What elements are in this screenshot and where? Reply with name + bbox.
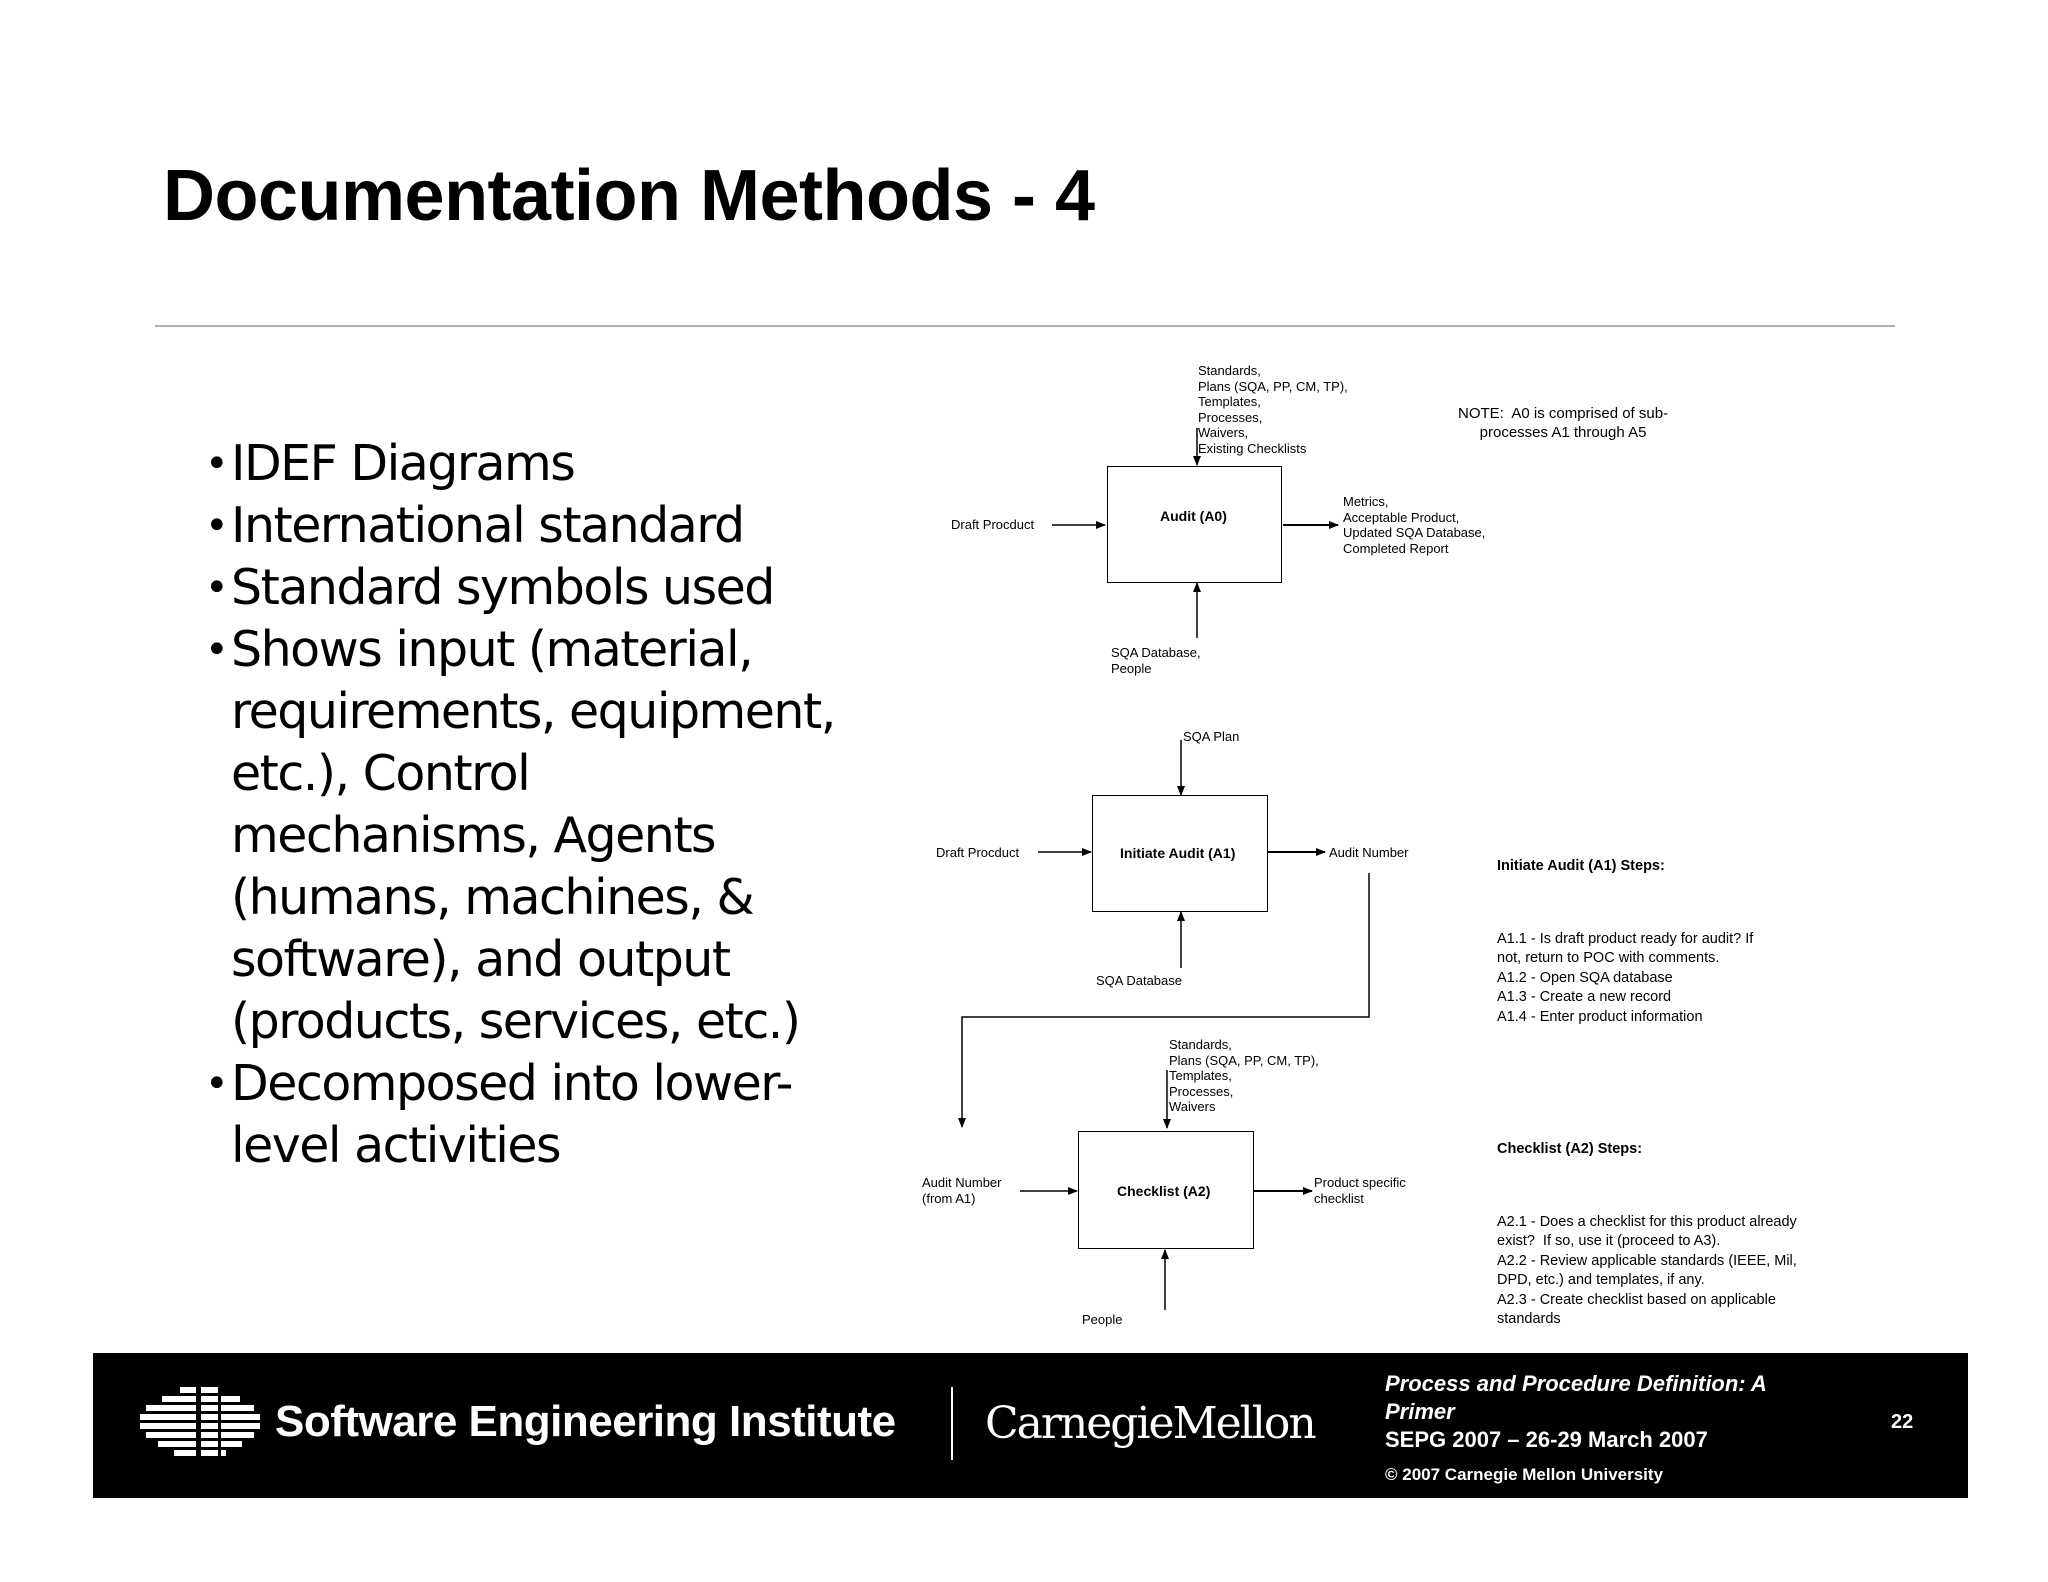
presentation-title: Process and Procedure Definition: A Primer (1385, 1371, 1767, 1424)
a0-activity-box (1107, 466, 1282, 583)
bullet-item: • Shows input (material, requirements, equipment, etc.), Control mechanisms, Agents (humans, machines, & software), and output (products, services, etc.) (205, 621, 835, 1050)
a2-steps (1497, 1101, 1797, 1349)
a2-box-label: Checklist (A2) (1117, 1183, 1211, 1199)
a0-note: NOTE: A0 is comprised of sub- processes A1 through A5 (1458, 405, 1669, 441)
title-divider (155, 325, 1895, 327)
a1-input-label: Draft Procduct (936, 845, 1020, 860)
a1-output-label: Audit Number (1329, 845, 1409, 860)
bullet-icon: • (205, 503, 228, 549)
a0-output-label: Metrics, Acceptable Product, Updated SQA Database, Completed Report (1343, 494, 1486, 556)
bullet-icon: • (205, 627, 228, 673)
a1-steps (1497, 818, 1753, 1047)
a1-mechanism-label: SQA Database (1096, 973, 1182, 988)
event-info: SEPG 2007 – 26-29 March 2007 (1385, 1427, 1708, 1452)
bullet-icon: • (205, 1061, 228, 1107)
bullet-icon: • (205, 441, 228, 487)
footer-divider (951, 1387, 953, 1460)
a2-mechanism-label: People (1082, 1312, 1123, 1327)
a2-control-label: Standards, Plans (SQA, PP, CM, TP), Templates, Processes, Waivers (1169, 1037, 1319, 1114)
bullet-list (205, 433, 865, 1177)
bullet-item: • Decomposed into lower- level activities (205, 1055, 792, 1174)
a0-control-label: Standards, Plans (SQA, PP, CM, TP), Templates, Processes, Waivers, Existing Checklists (1198, 363, 1348, 456)
a2-input-label: Audit Number (from A1) (922, 1175, 1002, 1206)
bullet-item: • IDEF Diagrams (205, 433, 865, 495)
institute-name: Software Engineering Institute (275, 1397, 896, 1446)
a1-box-label: Initiate Audit (A1) (1120, 845, 1236, 861)
copyright: © 2007 Carnegie Mellon University (1385, 1465, 1664, 1484)
a2-steps-heading: Checklist (A2) Steps: (1497, 1141, 1643, 1157)
sei-striped-logo-icon (140, 1385, 260, 1465)
page-number: 22 (1891, 1411, 1914, 1433)
a1-steps-heading: Initiate Audit (A1) Steps: (1497, 858, 1665, 874)
a1-control-label: SQA Plan (1183, 729, 1240, 744)
bullet-icon: • (205, 565, 228, 611)
a2-output-label: Product specific checklist (1314, 1175, 1406, 1206)
page-title: Documentation Methods - 4 (163, 156, 1095, 236)
university-wordmark: CarnegieMellon (985, 1398, 1315, 1449)
a0-box-label: Audit (A0) (1160, 508, 1227, 524)
bullet-item: • International standard (205, 495, 865, 557)
a0-mechanism-label: SQA Database, People (1111, 645, 1201, 676)
bullet-item: • Standard symbols used (205, 557, 865, 619)
a0-input-label: Draft Procduct (951, 517, 1035, 532)
a2-steps-body: A2.1 - Does a checklist for this product already exist? If so, use it (proceed to A3). A2.2 - Review applicable standards (IEEE, Mil, DPD, etc.) and templates, if any. A2.3 - Create checklist based on applicable standards (1497, 1213, 1797, 1327)
a1-steps-body: A1.1 - Is draft product ready for audit? If not, return to POC with comments. A1.2 - Open SQA database A1.3 - Create a new record A1.4 - Enter product information (1497, 930, 1754, 1025)
